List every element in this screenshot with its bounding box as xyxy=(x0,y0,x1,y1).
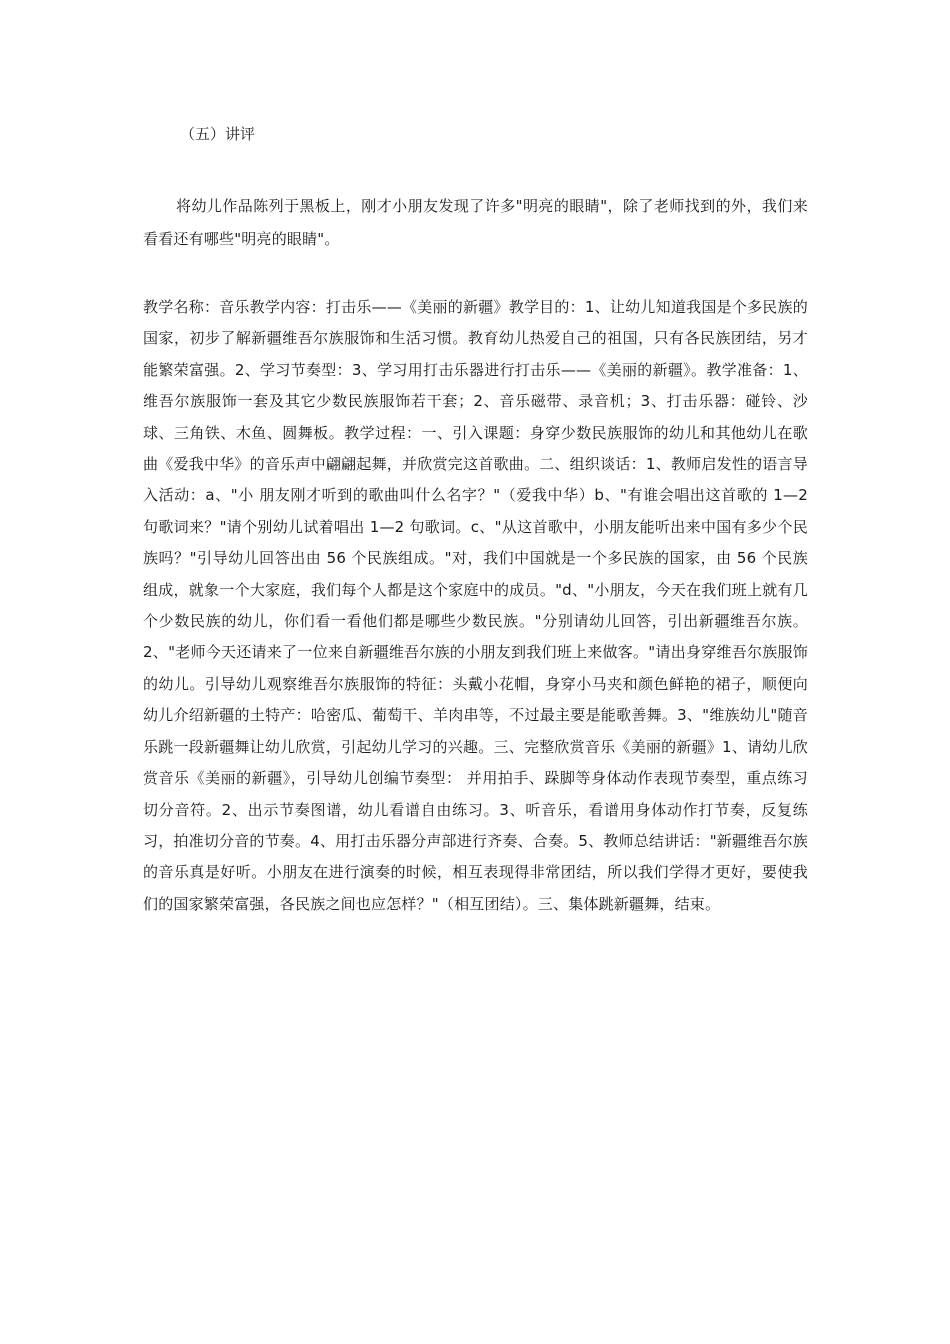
lesson-plan-paragraph: 教学名称：音乐教学内容：打击乐——《美丽的新疆》教学目的：1、让幼儿知道我国是个多民族的国家，初步了解新疆维吾尔族服饰和生活习惯。教育幼儿热爱自己的祖国，只有各民族团结，另才能繁荣富强。2、学习节奏型：3、学习用打击乐器进行打击乐——《美丽的新疆》。教学准备：1、维吾尔族服饰一套及其它少数民族服饰若干套；2、音乐磁带、录音机；3、打击乐器：碰铃、沙球、三角铁、木鱼、圆舞板。教学过程：一、引入课题：身穿少数民族服饰的幼儿和其他幼儿在歌曲《爱我中华》的音乐声中翩翩起舞，并欣赏完这首歌曲。二、组织谈话：1、教师启发性的语言导入活动：a、"小 朋友刚才听到的歌曲叫什么名字？"（爱我中华）b、"有谁会唱出这首歌的 1—2 句歌词来？"请个别幼儿试着唱出 1—2 句歌词。c、"从这首歌中，小朋友能听出来中国有多少个民族吗？"引导幼儿回答出由 56 个民族组成。"对，我们中国就是一个多民族的国家，由 56 个民族组成，就象一个大家庭，我们每个人都是这个家庭中的成员。"d、"小朋友，今天在我们班上就有几个少数民族的幼儿，你们看一看他们都是哪些少数民族。"分别请幼儿回答，引出新疆维吾尔族。2、"老师今天还请来了一位来自新疆维吾尔族的小朋友到我们班上来做客。"请出身穿维吾尔族服饰的幼儿。引导幼儿观察维吾尔族服饰的特征：头戴小花帽，身穿小马夹和颜色鲜艳的裙子，顺便向幼儿介绍新疆的土特产：哈密瓜、葡萄干、羊肉串等，不过最主要是能歌善舞。3、"维族幼儿"随音乐跳一段新疆舞让幼儿欣赏，引起幼儿学习的兴趣。三、完整欣赏音乐《美丽的新疆》1、请幼儿欣赏音乐《美丽的新疆》，引导幼儿创编节奏型： 并用拍手、跺脚等身体动作表现节奏型，重点练习切分音符。2、出示节奏图谱，幼儿看谱自由练习。3、听音乐，看谱用身体动作打节奏，反复练习，拍准切分音的节奏。4、用打击乐器分声部进行齐奏、合奏。5、教师总结讲话："新疆维吾尔族的音乐真是好听。小朋友在进行演奏的时候，相互表现得非常团结，所以我们学得才更好，要使我们的国家繁荣富强，各民族之间也应怎样？"（相互团结）。三、集体跳新疆舞，结束。 xyxy=(143,298,808,913)
comment-paragraph: 将幼儿作品陈列于黑板上，刚才小朋友发现了许多"明亮的眼睛"，除了老师找到的外，我们来看看还有哪些"明亮的眼睛"。 xyxy=(143,197,808,248)
section-heading: （五）讲评 xyxy=(180,125,256,143)
